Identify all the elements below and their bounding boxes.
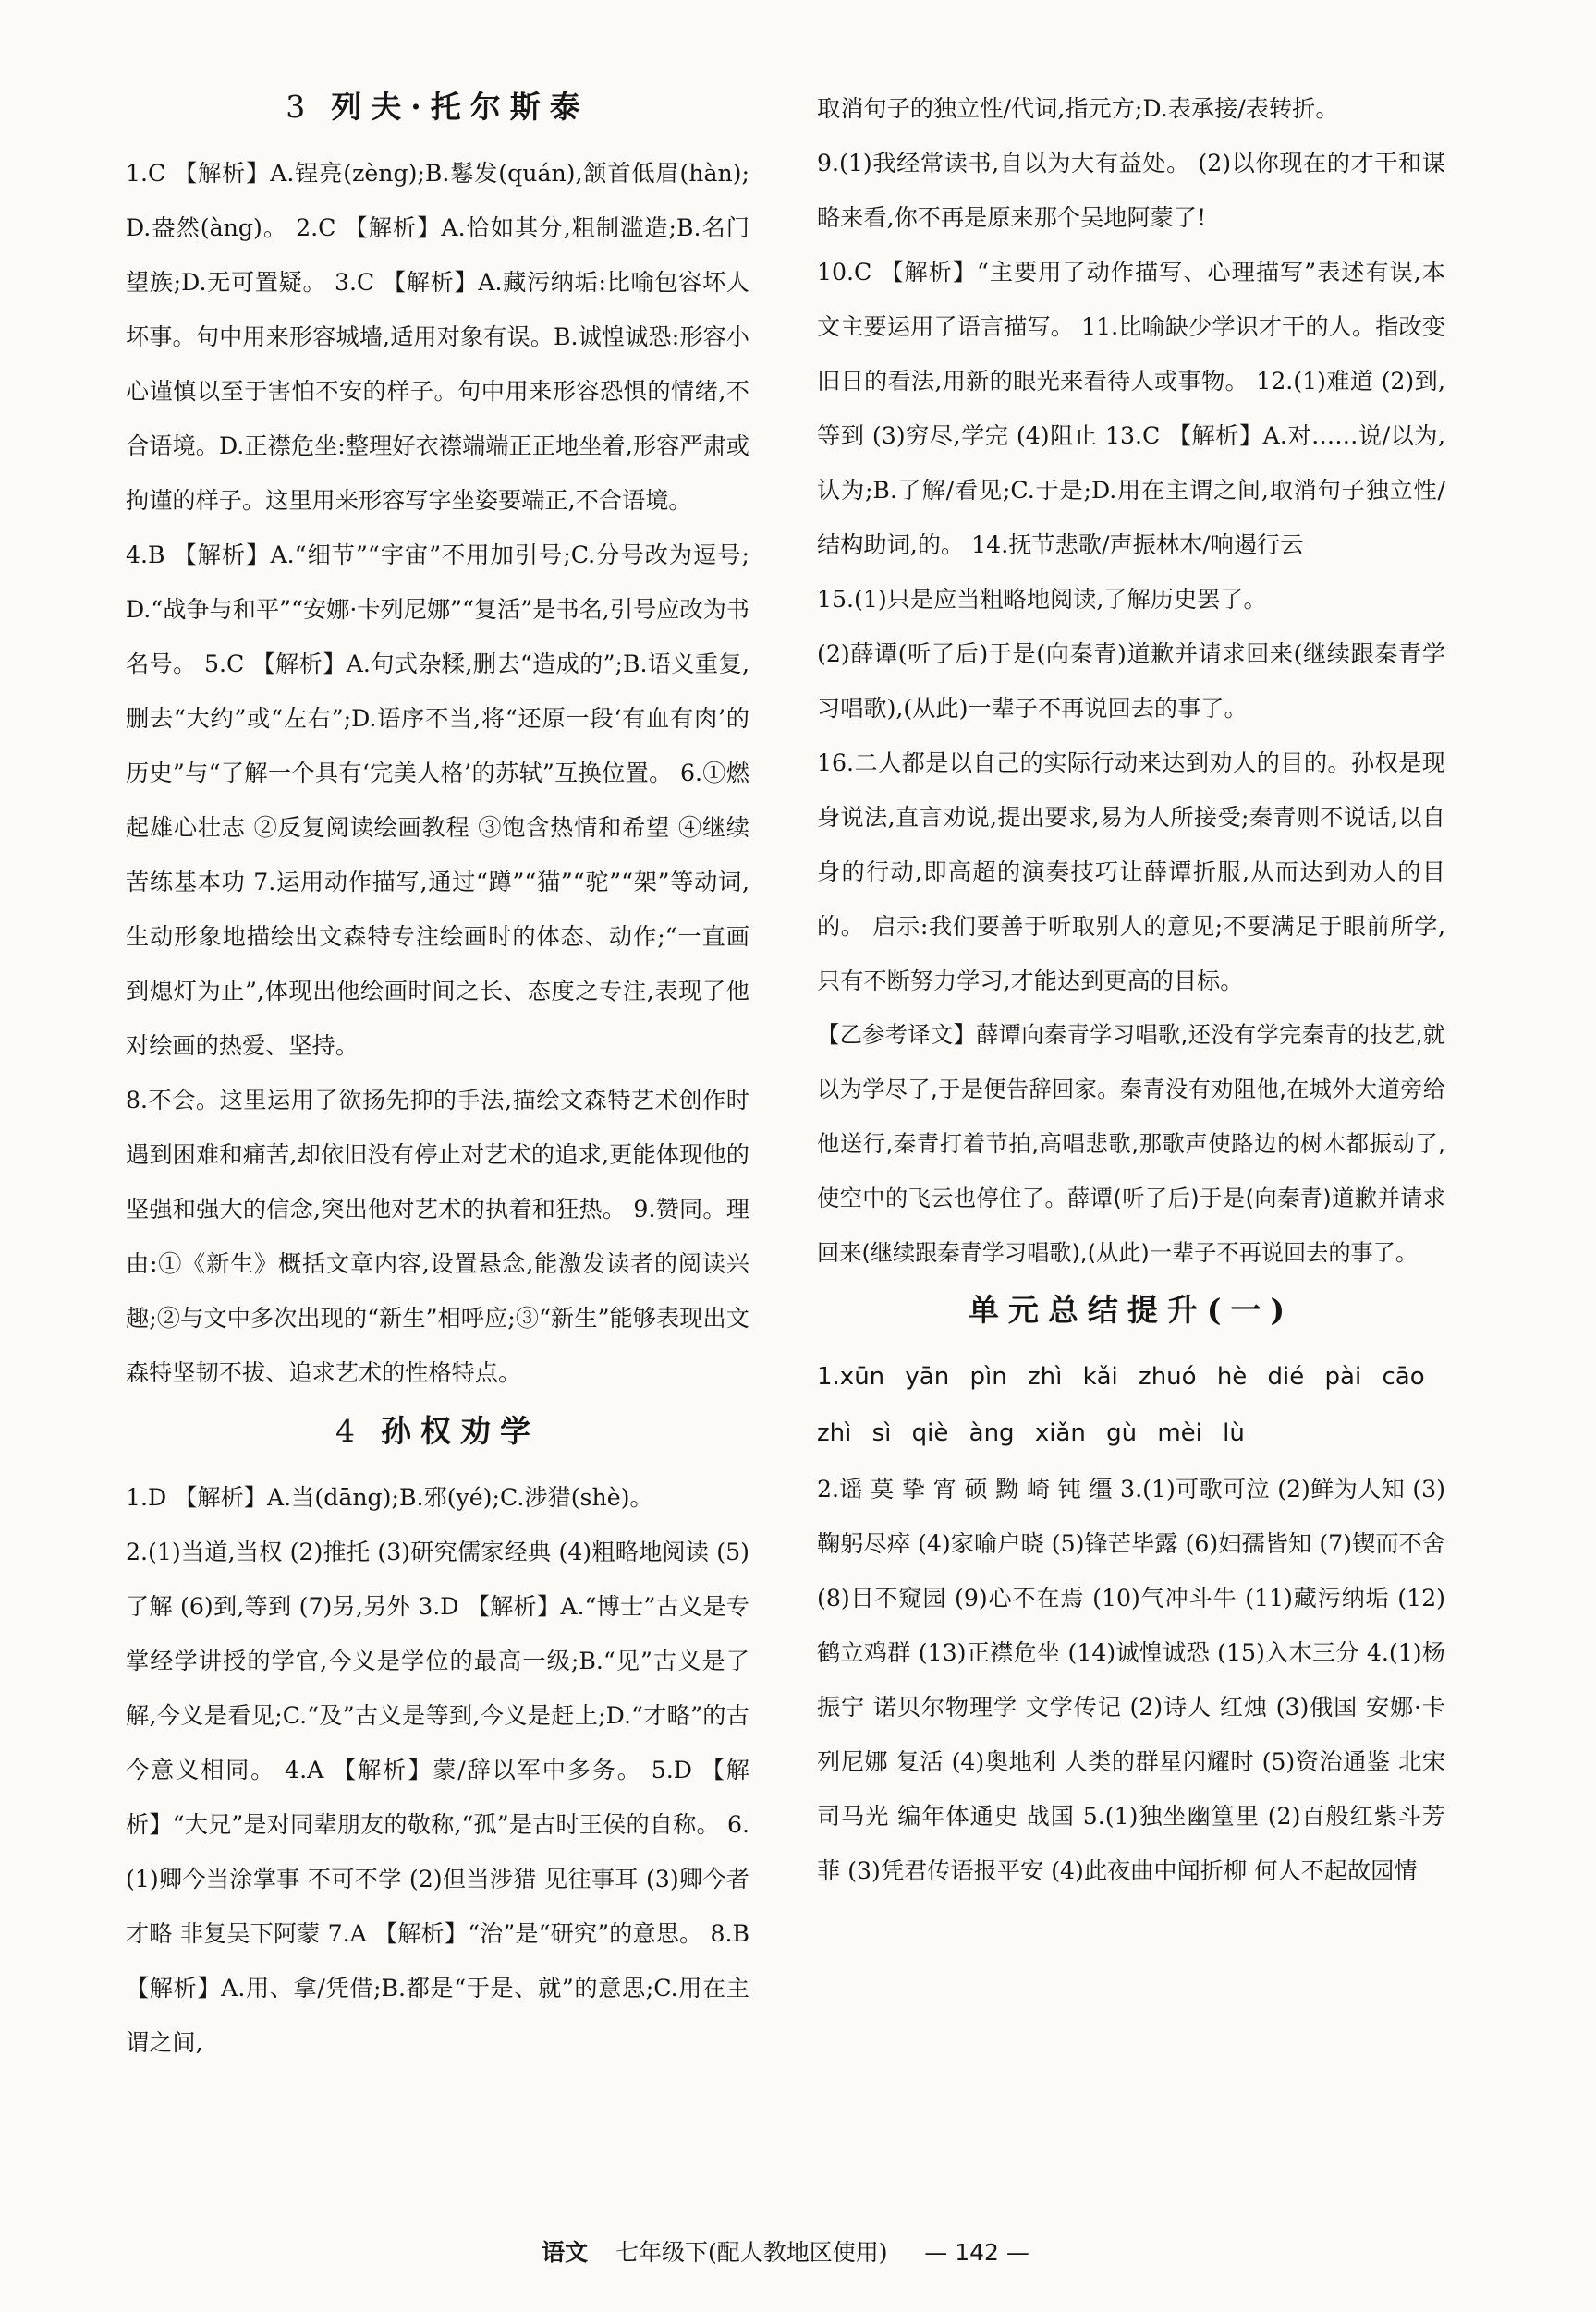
footer-subject: 语文 xyxy=(542,2239,589,2266)
answer-paragraph: 16.二人都是以自己的实际行动来达到劝人的目的。孙权是现身说法,直言劝说,提出要求,易为人所接受;秦青则不说话,以自身的行动,即高超的演奏技巧让薛谭折服,从而达到劝人的目的。 启示:我们要善于听取别人的意见;不要满足于眼前所学,只有不断努力学习,才能达到更高的目标。 xyxy=(817,749,1445,994)
answer-paragraph: 2.(1)当道,当权 (2)推托 (3)研究儒家经典 (4)粗略地阅读 (5)了解 (6)到,等到 (7)另,另外 3.D 【解析】A.“博士”古义是专掌经学讲授的学官,今义是学位的最高一级;B.“见”古义是了解,今义是看见;C.“及”古义是等到,今义是赶上;D.“才略”的古今意义相同。 4.A 【解析】蒙/辞以军中多务。 5.D 【解析】“大兄”是对同辈朋友的敬称,“孤”是古时王侯的自称。 6.(1)卿今当涂掌事 不可不学 (2)但当涉猎 见往事耳 (3)卿今者才略 非复吴下阿蒙 7.A 【解析】“治”是“研究”的意思。 8.B 【解析】A.用、拿/凭借;B.都是“于是、就”的意思;C.用在主谓之间, xyxy=(126,1539,749,2056)
answer-paragraph: 9.(1)我经常读书,自以为大有益处。 (2)以你现在的才干和谋略来看,你不再是原来那个吴地阿蒙了! xyxy=(817,150,1445,231)
answer-paragraph: 15.(1)只是应当粗略地阅读,了解历史罢了。 xyxy=(817,586,1267,613)
section-title: 列夫·托尔斯泰 xyxy=(331,89,590,125)
left-column xyxy=(126,83,749,2070)
section-number: 4 xyxy=(335,1413,355,1449)
footer-grade: 七年级下(配人教地区使用) xyxy=(615,2239,888,2266)
section-number: 3 xyxy=(286,89,306,125)
section-heading-3 xyxy=(126,87,749,128)
right-column xyxy=(817,81,1445,1898)
section-title: 孙权劝学 xyxy=(381,1413,540,1449)
answer-paragraph: 2.谣 莫 挚 宵 硕 黝 崎 钝 缰 3.(1)可歌可泣 (2)鲜为人知 (3)鞠躬尽瘁 (4)家喻户晓 (5)锋芒毕露 (6)妇孺皆知 (7)锲而不舍 (8)目不窥园 (9)心不在焉 (10)气冲斗牛 (11)藏污纳垢 (12)鹤立鸡群 (13)正襟危坐 (14)诚惶诚恐 (15)入木三分 4.(1)杨振宁 诺贝尔物理学 文学传记 (2)诗人 红烛 (3)俄国 安娜·卡列尼娜 复活 (4)奥地利 人类的群星闪耀时 (5)资治通鉴 北宋 司马光 编年体通史 战国 5.(1)独坐幽篁里 (2)百般红紫斗芳菲 (3)凭君传语报平安 (4)此夜曲中闻折柳 何人不起故园情 xyxy=(817,1476,1445,1884)
section-heading-4 xyxy=(126,1411,749,1452)
page-number: — 142 — xyxy=(924,2239,1029,2266)
unit-summary-heading: 单元总结提升(一) xyxy=(968,1292,1295,1328)
answer-paragraph: 4.B 【解析】A.“细节”“宇宙”不用加引号;C.分号改为逗号;D.“战争与和平”“安娜·卡列尼娜”“复活”是书名,引号应改为书名号。 5.C 【解析】A.句式杂糅,删去“造成的”;B.语义重复,删去“大约”或“左右”;D.语序不当,将“还原一段‘有血有肉’的历史”与“了解一个具有‘完美人格’的苏轼”互换位置。 6.①燃起雄心壮志 ②反复阅读绘画教程 ③饱含热情和希望 ④继续苦练基本功 7.运用动作描写,通过“蹲”“猫”“驼”“架”等动词,生动形象地描绘出文森特专注绘画时的体态、动作;“一直画到熄灯为止”,体现出他绘画时间之长、态度之专注,表现了他对绘画的热爱、坚持。 xyxy=(126,541,749,1059)
answer-paragraph: 10.C 【解析】“主要用了动作描写、心理描写”表述有误,本文主要运用了语言描写。 11.比喻缺少学识才干的人。指改变旧日的看法,用新的眼光来看待人或事物。 12.(1)难道 (2)到,等到 (3)穷尽,学完 (4)阻止 13.C 【解析】A.对……说/以为,认为;B.了解/看见;C.于是;D.用在主谓之间,取消句子独立性/结构助词,的。 14.抚节悲歌/声振林木/响遏行云 xyxy=(817,259,1445,558)
pinyin-answers: 1.xūn yān pìn zhì kǎi zhuó hè dié pài cāo zhì sì qiè àng xiǎn gù mèi lù xyxy=(817,1363,1425,1447)
page-footer xyxy=(126,2234,1445,2268)
answer-paragraph: 1.D 【解析】A.当(dāng);B.邪(yé);C.涉猎(shè)。 xyxy=(126,1484,653,1511)
translation-paragraph: 【乙参考译文】薛谭向秦青学习唱歌,还没有学完秦青的技艺,就以为学尽了,于是便告辞回家。秦青没有劝阻他,在城外大道旁给他送行,秦青打着节拍,高唱悲歌,那歌声使路边的树木都振动了,使空中的飞云也停住了。薛谭(听了后)于是(向秦青)道歉并请求回来(继续跟秦青学习唱歌),(从此)一辈子不再说回去的事了。 xyxy=(817,1022,1445,1266)
answer-paragraph: 取消句子的独立性/代词,指元方;D.表承接/表转折。 xyxy=(817,95,1339,122)
answer-paragraph: 1.C 【解析】A.锃亮(zèng);B.鬈发(quán),颔首低眉(hàn);D.盎然(àng)。 2.C 【解析】A.恰如其分,粗制滥造;B.名门望族;D.无可置疑。 3.C 【解析】A.藏污纳垢:比喻包容坏人坏事。句中用来形容城墙,适用对象有误。B.诚惶诚恐:形容小心谨慎以至于害怕不安的样子。句中用来形容恐惧的情绪,不合语境。D.正襟危坐:整理好衣襟端端正正地坐着,形容严肃或拘谨的样子。这里用来形容写字坐姿要端正,不合语境。 xyxy=(126,160,749,514)
answer-paragraph: 8.不会。这里运用了欲扬先抑的手法,描绘文森特艺术创作时遇到困难和痛苦,却依旧没有停止对艺术的追求,更能体现他的坚强和强大的信念,突出他对艺术的执着和狂热。 9.赞同。理由:①《新生》概括文章内容,设置悬念,能激发读者的阅读兴趣;②与文中多次出现的“新生”相呼应;③“新生”能够表现出文森特坚韧不拔、追求艺术的性格特点。 xyxy=(126,1087,749,1386)
answer-paragraph: (2)薛谭(听了后)于是(向秦青)道歉并请求回来(继续跟秦青学习唱歌),(从此)一辈子不再说回去的事了。 xyxy=(817,640,1445,722)
